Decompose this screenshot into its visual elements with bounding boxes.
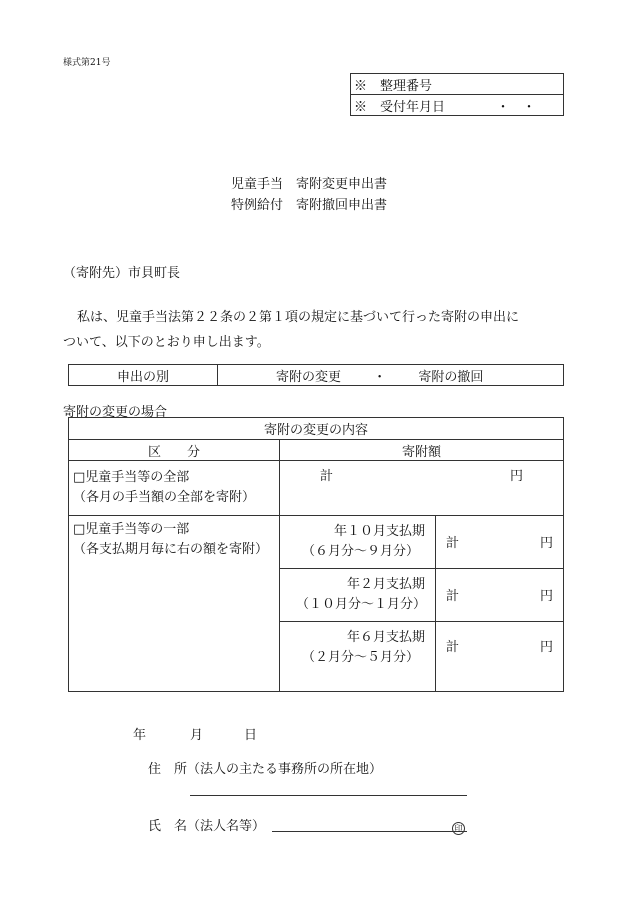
period-3-range: （２月分～５月分） bbox=[302, 650, 420, 665]
period-1-total: 計 bbox=[446, 536, 460, 551]
address-input-line[interactable] bbox=[190, 795, 467, 796]
row-all-total: 計 bbox=[320, 469, 334, 484]
office-use-box bbox=[350, 73, 564, 116]
date-day[interactable]: 日 bbox=[244, 728, 258, 743]
request-type-options-cell bbox=[218, 365, 564, 386]
name-label: 氏 名（法人名等） bbox=[148, 819, 266, 834]
period-3-cell bbox=[280, 622, 436, 692]
column-category-text: 区 分 bbox=[147, 444, 200, 460]
form-number: 様式第21号 bbox=[63, 58, 111, 68]
receipt-date-cell[interactable] bbox=[351, 95, 564, 116]
option-separator: ・ bbox=[373, 369, 387, 385]
period-3-name: 年６月支払期 bbox=[346, 630, 425, 645]
period-1-name: 年１０月支払期 bbox=[333, 524, 425, 539]
reference-number-label: ※ 整理番号 bbox=[354, 78, 433, 94]
date-year[interactable]: 年 bbox=[133, 728, 147, 743]
request-type-label-cell bbox=[69, 365, 218, 386]
period-1-yen: 円 bbox=[539, 536, 553, 551]
addressee: （寄附先）市貝町長 bbox=[63, 266, 181, 281]
row-part-category bbox=[69, 516, 280, 692]
period-1-range: （６月分～９月分） bbox=[302, 544, 420, 559]
change-section-label: 寄附の変更の場合 bbox=[63, 405, 168, 420]
row-all-yen: 円 bbox=[509, 469, 523, 484]
checkbox-part[interactable]: □児童手当等の一部 bbox=[73, 522, 190, 537]
receipt-date-dots: ・ ・ bbox=[496, 99, 536, 115]
checkbox-all[interactable]: □児童手当等の全部 bbox=[73, 470, 190, 485]
column-category bbox=[69, 440, 280, 461]
period-2-cell bbox=[280, 569, 436, 622]
seal-mark: 印 bbox=[452, 822, 465, 835]
period-1-amount[interactable] bbox=[436, 516, 564, 569]
period-3-yen: 円 bbox=[539, 640, 553, 655]
period-2-name: 年２月支払期 bbox=[346, 577, 425, 592]
row-all-category bbox=[69, 461, 280, 516]
option-withdraw[interactable]: 寄附の撤回 bbox=[418, 369, 484, 385]
period-2-yen: 円 bbox=[539, 589, 553, 604]
request-type-label: 申出の別 bbox=[116, 369, 169, 385]
period-3-amount[interactable] bbox=[436, 622, 564, 692]
period-2-amount[interactable] bbox=[436, 569, 564, 622]
column-amount bbox=[280, 440, 564, 461]
period-2-range: （１０月分～１月分） bbox=[296, 597, 427, 612]
change-table-header-text: 寄附の変更の内容 bbox=[263, 423, 368, 438]
statement-line-1: 私は、児童手当法第２２条の２第１項の規定に基づいて行った寄附の申出に bbox=[77, 310, 520, 325]
title-line-1: 児童手当 寄附変更申出書 bbox=[231, 177, 388, 192]
period-1-cell bbox=[280, 516, 436, 569]
change-table-header bbox=[69, 418, 564, 440]
seal-icon bbox=[452, 816, 465, 835]
option-change[interactable]: 寄附の変更 bbox=[276, 369, 342, 385]
row-all-amount[interactable] bbox=[280, 461, 564, 516]
name-input-line[interactable] bbox=[272, 831, 467, 832]
date-month[interactable]: 月 bbox=[190, 728, 204, 743]
change-table bbox=[68, 417, 564, 692]
address-label: 住 所（法人の主たる事務所の所在地） bbox=[148, 762, 383, 777]
receipt-date-label: ※ 受付年月日 bbox=[354, 99, 446, 115]
period-2-total: 計 bbox=[446, 589, 460, 604]
request-type-table bbox=[68, 364, 564, 386]
title-line-2: 特例給付 寄附撤回申出書 bbox=[231, 198, 388, 213]
row-part-sub: （各支払期月毎に右の額を寄附） bbox=[73, 542, 269, 557]
reference-number-cell[interactable] bbox=[351, 74, 564, 95]
statement-line-2: ついて、以下のとおり申し出ます。 bbox=[63, 335, 270, 350]
period-3-total: 計 bbox=[446, 640, 460, 655]
row-all-sub: （各月の手当額の全部を寄附） bbox=[73, 490, 256, 505]
column-amount-text: 寄附額 bbox=[401, 444, 441, 460]
